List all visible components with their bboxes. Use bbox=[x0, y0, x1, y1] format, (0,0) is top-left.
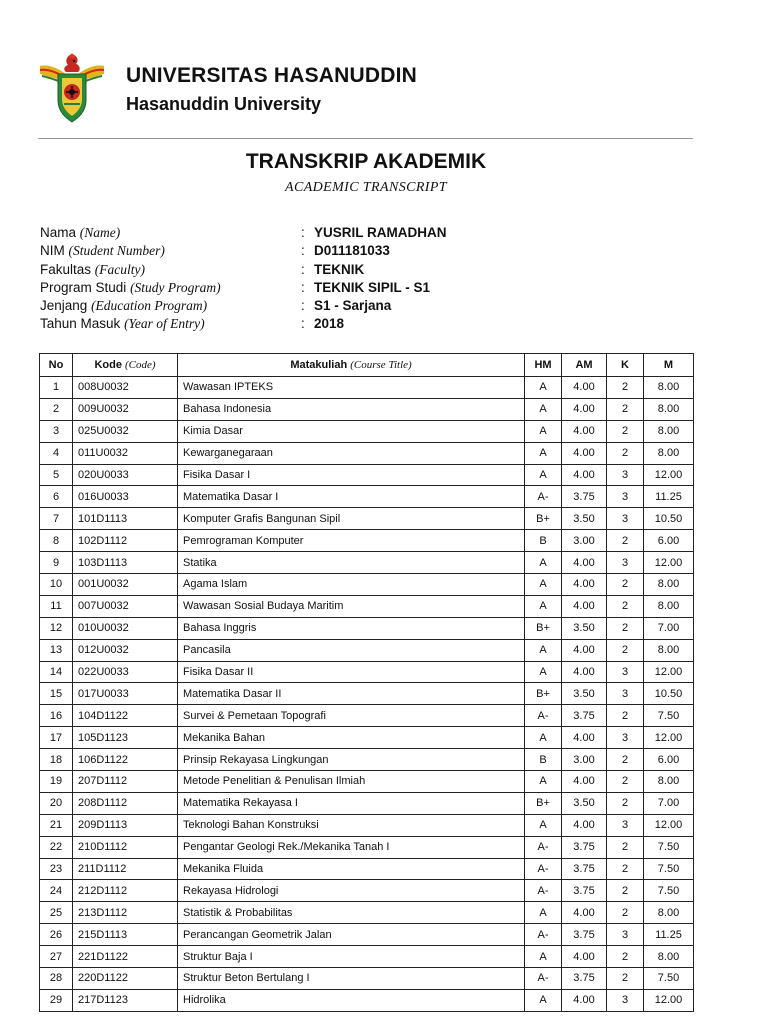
cell-code: 104D1122 bbox=[73, 705, 178, 727]
cell-hm: A- bbox=[525, 924, 562, 946]
cell-hm: A bbox=[525, 989, 562, 1011]
cell-am: 4.00 bbox=[562, 661, 607, 683]
cell-m: 12.00 bbox=[644, 989, 694, 1011]
cell-no: 2 bbox=[40, 398, 73, 420]
table-row bbox=[40, 814, 694, 836]
cell-code: 101D1113 bbox=[73, 508, 178, 530]
document-subtitle: ACADEMIC TRANSCRIPT bbox=[285, 180, 447, 195]
cell-k: 2 bbox=[607, 792, 644, 814]
cell-course-title: Pancasila bbox=[178, 639, 525, 661]
cell-no: 11 bbox=[40, 595, 73, 617]
cell-m: 12.00 bbox=[644, 552, 694, 574]
cell-m: 8.00 bbox=[644, 420, 694, 442]
cell-k: 2 bbox=[607, 617, 644, 639]
cell-course-title: Prinsip Rekayasa Lingkungan bbox=[178, 749, 525, 771]
info-label: Tahun Masuk (Year of Entry) bbox=[40, 316, 205, 332]
info-row-faculty bbox=[40, 261, 700, 279]
cell-no: 9 bbox=[40, 552, 73, 574]
cell-k: 2 bbox=[607, 705, 644, 727]
table-row bbox=[40, 683, 694, 705]
cell-course-title: Wawasan IPTEKS bbox=[178, 377, 525, 399]
cell-hm: A bbox=[525, 552, 562, 574]
cell-no: 21 bbox=[40, 814, 73, 836]
cell-hm: A bbox=[525, 639, 562, 661]
cell-no: 18 bbox=[40, 749, 73, 771]
cell-k: 3 bbox=[607, 683, 644, 705]
cell-m: 8.00 bbox=[644, 595, 694, 617]
column-header-course-title: Matakuliah (Course Title) bbox=[178, 354, 525, 377]
cell-am: 3.50 bbox=[562, 683, 607, 705]
cell-hm: A- bbox=[525, 705, 562, 727]
cell-am: 4.00 bbox=[562, 902, 607, 924]
cell-hm: A- bbox=[525, 486, 562, 508]
cell-k: 2 bbox=[607, 398, 644, 420]
cell-hm: A bbox=[525, 661, 562, 683]
cell-code: 011U0032 bbox=[73, 442, 178, 464]
info-row-study-program bbox=[40, 279, 700, 297]
cell-am: 3.75 bbox=[562, 880, 607, 902]
table-row bbox=[40, 486, 694, 508]
table-row bbox=[40, 880, 694, 902]
cell-course-title: Perancangan Geometrik Jalan bbox=[178, 924, 525, 946]
cell-no: 20 bbox=[40, 792, 73, 814]
cell-no: 8 bbox=[40, 530, 73, 552]
cell-no: 26 bbox=[40, 924, 73, 946]
cell-hm: A- bbox=[525, 836, 562, 858]
cell-no: 27 bbox=[40, 946, 73, 968]
cell-code: 020U0033 bbox=[73, 464, 178, 486]
cell-k: 3 bbox=[607, 989, 644, 1011]
cell-no: 24 bbox=[40, 880, 73, 902]
cell-code: 209D1113 bbox=[73, 814, 178, 836]
cell-k: 2 bbox=[607, 574, 644, 596]
cell-k: 2 bbox=[607, 530, 644, 552]
cell-am: 3.75 bbox=[562, 836, 607, 858]
cell-hm: B bbox=[525, 749, 562, 771]
cell-hm: A bbox=[525, 377, 562, 399]
cell-no: 3 bbox=[40, 420, 73, 442]
cell-no: 28 bbox=[40, 968, 73, 990]
cell-k: 3 bbox=[607, 661, 644, 683]
cell-hm: B bbox=[525, 530, 562, 552]
cell-no: 29 bbox=[40, 989, 73, 1011]
university-name-english: Hasanuddin University bbox=[126, 94, 322, 114]
cell-am: 4.00 bbox=[562, 595, 607, 617]
cell-code: 012U0032 bbox=[73, 639, 178, 661]
transcript-body bbox=[40, 377, 694, 1012]
cell-course-title: Statistik & Probabilitas bbox=[178, 902, 525, 924]
cell-hm: B+ bbox=[525, 508, 562, 530]
table-row bbox=[40, 420, 694, 442]
cell-course-title: Metode Penelitian & Penulisan Ilmiah bbox=[178, 771, 525, 793]
cell-am: 3.75 bbox=[562, 705, 607, 727]
table-header-row bbox=[40, 354, 694, 377]
cell-k: 3 bbox=[607, 508, 644, 530]
cell-k: 2 bbox=[607, 749, 644, 771]
cell-code: 212D1112 bbox=[73, 880, 178, 902]
cell-no: 15 bbox=[40, 683, 73, 705]
cell-no: 25 bbox=[40, 902, 73, 924]
info-row-education-program bbox=[40, 297, 700, 315]
cell-code: 001U0032 bbox=[73, 574, 178, 596]
table-row bbox=[40, 705, 694, 727]
year-of-entry: 2018 bbox=[314, 316, 345, 332]
cell-code: 008U0032 bbox=[73, 377, 178, 399]
table-row bbox=[40, 398, 694, 420]
cell-hm: A bbox=[525, 442, 562, 464]
cell-m: 12.00 bbox=[644, 727, 694, 749]
cell-code: 016U0033 bbox=[73, 486, 178, 508]
cell-code: 217D1123 bbox=[73, 989, 178, 1011]
cell-k: 3 bbox=[607, 552, 644, 574]
table-row bbox=[40, 727, 694, 749]
table-row bbox=[40, 377, 694, 399]
cell-course-title: Statika bbox=[178, 552, 525, 574]
table-row bbox=[40, 792, 694, 814]
cell-m: 12.00 bbox=[644, 464, 694, 486]
cell-am: 3.75 bbox=[562, 968, 607, 990]
info-colon: : bbox=[301, 298, 305, 314]
cell-am: 3.50 bbox=[562, 792, 607, 814]
university-name: UNIVERSITAS HASANUDDIN bbox=[126, 64, 418, 87]
cell-code: 106D1122 bbox=[73, 749, 178, 771]
info-label: Program Studi (Study Program) bbox=[40, 279, 221, 295]
table-row bbox=[40, 464, 694, 486]
cell-no: 5 bbox=[40, 464, 73, 486]
cell-k: 2 bbox=[607, 771, 644, 793]
cell-no: 6 bbox=[40, 486, 73, 508]
cell-am: 3.50 bbox=[562, 508, 607, 530]
cell-no: 16 bbox=[40, 705, 73, 727]
table-row bbox=[40, 442, 694, 464]
cell-m: 7.00 bbox=[644, 792, 694, 814]
cell-k: 2 bbox=[607, 880, 644, 902]
cell-code: 208D1112 bbox=[73, 792, 178, 814]
cell-m: 8.00 bbox=[644, 771, 694, 793]
cell-k: 3 bbox=[607, 814, 644, 836]
info-label: NIM (Student Number) bbox=[40, 243, 165, 259]
table-row bbox=[40, 508, 694, 530]
cell-code: 211D1112 bbox=[73, 858, 178, 880]
cell-m: 10.50 bbox=[644, 508, 694, 530]
table-row bbox=[40, 595, 694, 617]
student-name: YUSRIL RAMADHAN bbox=[314, 225, 447, 240]
cell-am: 4.00 bbox=[562, 442, 607, 464]
cell-am: 4.00 bbox=[562, 552, 607, 574]
cell-hm: B+ bbox=[525, 683, 562, 705]
cell-no: 4 bbox=[40, 442, 73, 464]
cell-m: 8.00 bbox=[644, 902, 694, 924]
cell-no: 14 bbox=[40, 661, 73, 683]
cell-m: 11.25 bbox=[644, 924, 694, 946]
cell-course-title: Matematika Dasar I bbox=[178, 486, 525, 508]
cell-course-title: Struktur Beton Bertulang I bbox=[178, 968, 525, 990]
cell-am: 4.00 bbox=[562, 814, 607, 836]
cell-code: 009U0032 bbox=[73, 398, 178, 420]
cell-k: 2 bbox=[607, 858, 644, 880]
letterhead bbox=[38, 52, 698, 128]
cell-am: 3.75 bbox=[562, 924, 607, 946]
table-row bbox=[40, 946, 694, 968]
cell-k: 2 bbox=[607, 442, 644, 464]
table-row bbox=[40, 924, 694, 946]
cell-course-title: Rekayasa Hidrologi bbox=[178, 880, 525, 902]
info-label: Fakultas (Faculty) bbox=[40, 261, 146, 277]
cell-code: 210D1112 bbox=[73, 836, 178, 858]
cell-m: 8.00 bbox=[644, 946, 694, 968]
table-row bbox=[40, 771, 694, 793]
cell-code: 221D1122 bbox=[73, 946, 178, 968]
cell-course-title: Bahasa Inggris bbox=[178, 617, 525, 639]
info-label: Jenjang (Education Program) bbox=[40, 298, 208, 314]
cell-course-title: Kimia Dasar bbox=[178, 420, 525, 442]
cell-code: 220D1122 bbox=[73, 968, 178, 990]
cell-code: 017U0033 bbox=[73, 683, 178, 705]
cell-m: 11.25 bbox=[644, 486, 694, 508]
cell-course-title: Fisika Dasar I bbox=[178, 464, 525, 486]
cell-hm: A- bbox=[525, 880, 562, 902]
cell-hm: A- bbox=[525, 858, 562, 880]
table-row bbox=[40, 639, 694, 661]
cell-m: 8.00 bbox=[644, 377, 694, 399]
cell-am: 3.75 bbox=[562, 486, 607, 508]
cell-course-title: Komputer Grafis Bangunan Sipil bbox=[178, 508, 525, 530]
table-row bbox=[40, 858, 694, 880]
cell-course-title: Wawasan Sosial Budaya Maritim bbox=[178, 595, 525, 617]
cell-code: 007U0032 bbox=[73, 595, 178, 617]
column-header-m: M bbox=[644, 354, 694, 377]
cell-am: 4.00 bbox=[562, 574, 607, 596]
cell-am: 3.50 bbox=[562, 617, 607, 639]
cell-am: 4.00 bbox=[562, 420, 607, 442]
cell-k: 2 bbox=[607, 902, 644, 924]
cell-course-title: Agama Islam bbox=[178, 574, 525, 596]
cell-am: 4.00 bbox=[562, 464, 607, 486]
cell-no: 1 bbox=[40, 377, 73, 399]
cell-m: 7.50 bbox=[644, 880, 694, 902]
cell-m: 6.00 bbox=[644, 530, 694, 552]
cell-course-title: Bahasa Indonesia bbox=[178, 398, 525, 420]
column-header-no: No bbox=[40, 354, 73, 377]
cell-hm: B+ bbox=[525, 617, 562, 639]
education-program: S1 - Sarjana bbox=[314, 298, 392, 314]
info-label: Nama (Name) bbox=[40, 225, 121, 240]
info-colon: : bbox=[301, 316, 305, 332]
student-number: D011181033 bbox=[314, 243, 390, 259]
cell-course-title: Teknologi Bahan Konstruksi bbox=[178, 814, 525, 836]
column-header-k: K bbox=[607, 354, 644, 377]
cell-k: 2 bbox=[607, 946, 644, 968]
cell-m: 7.00 bbox=[644, 617, 694, 639]
transcript-table bbox=[39, 353, 694, 1012]
cell-k: 3 bbox=[607, 727, 644, 749]
cell-course-title: Struktur Baja I bbox=[178, 946, 525, 968]
info-colon: : bbox=[301, 261, 305, 277]
cell-m: 7.50 bbox=[644, 968, 694, 990]
cell-hm: B+ bbox=[525, 792, 562, 814]
cell-m: 8.00 bbox=[644, 574, 694, 596]
table-row bbox=[40, 530, 694, 552]
table-row bbox=[40, 574, 694, 596]
cell-hm: A bbox=[525, 771, 562, 793]
cell-am: 4.00 bbox=[562, 727, 607, 749]
header-divider bbox=[38, 138, 693, 139]
cell-code: 010U0032 bbox=[73, 617, 178, 639]
cell-course-title: Pemrograman Komputer bbox=[178, 530, 525, 552]
cell-am: 4.00 bbox=[562, 989, 607, 1011]
cell-k: 2 bbox=[607, 595, 644, 617]
cell-am: 3.00 bbox=[562, 749, 607, 771]
cell-k: 2 bbox=[607, 968, 644, 990]
cell-course-title: Survei & Pemetaan Topografi bbox=[178, 705, 525, 727]
cell-m: 8.00 bbox=[644, 398, 694, 420]
cell-no: 19 bbox=[40, 771, 73, 793]
cell-k: 2 bbox=[607, 420, 644, 442]
cell-m: 12.00 bbox=[644, 661, 694, 683]
cell-course-title: Matematika Dasar II bbox=[178, 683, 525, 705]
info-colon: : bbox=[301, 225, 305, 240]
cell-hm: A bbox=[525, 420, 562, 442]
cell-am: 4.00 bbox=[562, 639, 607, 661]
table-row bbox=[40, 552, 694, 574]
cell-k: 3 bbox=[607, 486, 644, 508]
cell-hm: A bbox=[525, 595, 562, 617]
cell-m: 8.00 bbox=[644, 639, 694, 661]
cell-course-title: Mekanika Fluida bbox=[178, 858, 525, 880]
cell-no: 23 bbox=[40, 858, 73, 880]
cell-am: 4.00 bbox=[562, 377, 607, 399]
table-row bbox=[40, 617, 694, 639]
cell-am: 3.75 bbox=[562, 858, 607, 880]
cell-m: 12.00 bbox=[644, 814, 694, 836]
cell-code: 207D1112 bbox=[73, 771, 178, 793]
cell-hm: A bbox=[525, 398, 562, 420]
column-header-hm: HM bbox=[525, 354, 562, 377]
cell-hm: A bbox=[525, 464, 562, 486]
cell-hm: A bbox=[525, 902, 562, 924]
cell-course-title: Pengantar Geologi Rek./Mekanika Tanah I bbox=[178, 836, 525, 858]
cell-m: 10.50 bbox=[644, 683, 694, 705]
table-row bbox=[40, 968, 694, 990]
cell-m: 7.50 bbox=[644, 705, 694, 727]
cell-am: 4.00 bbox=[562, 771, 607, 793]
cell-course-title: Mekanika Bahan bbox=[178, 727, 525, 749]
cell-code: 215D1113 bbox=[73, 924, 178, 946]
cell-k: 3 bbox=[607, 464, 644, 486]
cell-code: 025U0032 bbox=[73, 420, 178, 442]
university-crest-logo bbox=[38, 52, 106, 124]
cell-course-title: Matematika Rekayasa I bbox=[178, 792, 525, 814]
cell-am: 4.00 bbox=[562, 946, 607, 968]
cell-code: 213D1112 bbox=[73, 902, 178, 924]
cell-am: 4.00 bbox=[562, 398, 607, 420]
cell-k: 2 bbox=[607, 377, 644, 399]
cell-course-title: Kewarganegaraan bbox=[178, 442, 525, 464]
cell-m: 7.50 bbox=[644, 858, 694, 880]
cell-k: 2 bbox=[607, 639, 644, 661]
cell-m: 7.50 bbox=[644, 836, 694, 858]
cell-no: 17 bbox=[40, 727, 73, 749]
info-row-year-of-entry bbox=[40, 315, 700, 333]
study-program: TEKNIK SIPIL - S1 bbox=[314, 279, 431, 295]
cell-hm: A bbox=[525, 946, 562, 968]
cell-m: 6.00 bbox=[644, 749, 694, 771]
cell-k: 2 bbox=[607, 836, 644, 858]
info-colon: : bbox=[301, 279, 305, 295]
cell-course-title: Hidrolika bbox=[178, 989, 525, 1011]
cell-course-title: Fisika Dasar II bbox=[178, 661, 525, 683]
cell-no: 13 bbox=[40, 639, 73, 661]
table-row bbox=[40, 661, 694, 683]
cell-no: 22 bbox=[40, 836, 73, 858]
table-row bbox=[40, 902, 694, 924]
table-row bbox=[40, 749, 694, 771]
student-info bbox=[40, 224, 700, 334]
faculty: TEKNIK bbox=[314, 261, 365, 277]
column-header-am: AM bbox=[562, 354, 607, 377]
document-title: TRANSKRIP AKADEMIK bbox=[245, 150, 487, 173]
info-row-student-number bbox=[40, 242, 700, 260]
table-row bbox=[40, 989, 694, 1011]
column-header-code: Kode (Code) bbox=[73, 354, 178, 377]
cell-k: 3 bbox=[607, 924, 644, 946]
cell-m: 8.00 bbox=[644, 442, 694, 464]
cell-code: 102D1112 bbox=[73, 530, 178, 552]
cell-no: 10 bbox=[40, 574, 73, 596]
cell-hm: A- bbox=[525, 968, 562, 990]
cell-no: 12 bbox=[40, 617, 73, 639]
table-row bbox=[40, 836, 694, 858]
cell-am: 3.00 bbox=[562, 530, 607, 552]
cell-no: 7 bbox=[40, 508, 73, 530]
cell-code: 105D1123 bbox=[73, 727, 178, 749]
cell-code: 022U0033 bbox=[73, 661, 178, 683]
cell-hm: A bbox=[525, 727, 562, 749]
cell-code: 103D1113 bbox=[73, 552, 178, 574]
cell-hm: A bbox=[525, 574, 562, 596]
info-row-name bbox=[40, 224, 700, 242]
cell-hm: A bbox=[525, 814, 562, 836]
info-colon: : bbox=[301, 243, 305, 259]
